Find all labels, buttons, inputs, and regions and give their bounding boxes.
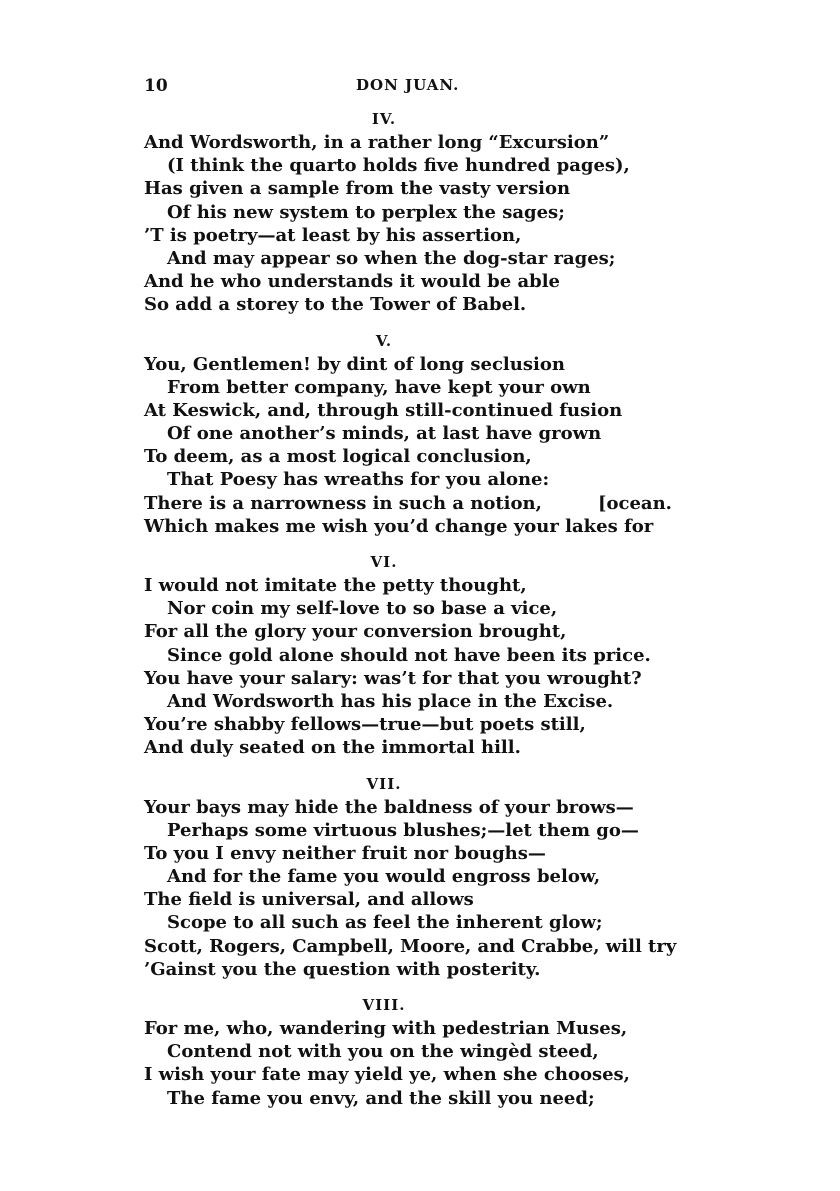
verse-line: Perhaps some virtuous blushes;—let them go— — [167, 819, 639, 841]
stanza-4 — [144, 108, 684, 317]
page-number: 10 — [144, 76, 168, 96]
running-title: DON JUAN. — [356, 76, 460, 94]
verse-line: That Poesy has wreaths for you alone: — [167, 469, 550, 491]
verse-line: Of one another’s minds, at last have grown — [167, 423, 602, 445]
stanza-6 — [144, 551, 684, 760]
verse-line: And may appear so when the dog-star rages; — [167, 247, 616, 269]
stanza-numeral: VI. — [370, 553, 398, 571]
verse-line: Contend not with you on the wingèd steed, — [167, 1041, 599, 1063]
stanza-numeral: VIII. — [362, 996, 406, 1014]
verse-line: You have your salary: was’t for that you wrought? — [144, 667, 642, 689]
verse-line: For me, who, wandering with pedestrian Muses, — [144, 1018, 628, 1039]
stanza-numeral: IV. — [371, 110, 397, 128]
verse-line: I would not imitate the petty thought, — [144, 575, 527, 596]
verse-line: ’Gainst you the question with posterity. — [144, 958, 541, 980]
verse-line: Has given a sample from the vasty version — [144, 178, 571, 200]
verse-line: The field is universal, and allows — [144, 889, 474, 911]
verse-line: For all the glory your conversion brought, — [144, 621, 567, 643]
stanza-5 — [144, 330, 684, 539]
overflow-word: [ocean. — [598, 492, 672, 514]
verse-line: And he who understands it would be able — [144, 271, 560, 293]
verse-line: Of his new system to perplex the sages; — [167, 201, 565, 223]
verse-line-with-overflow — [144, 492, 684, 515]
verse-line: Your bays may hide the baldness of your brows— — [144, 796, 634, 818]
verse-line: Nor coin my self-love to so base a vice, — [167, 598, 558, 620]
verse-line: From better company, have kept your own — [167, 376, 591, 398]
verse-line: And Wordsworth, in a rather long “Excursion” — [144, 132, 610, 153]
page-header — [144, 76, 664, 100]
verse-line: The fame you envy, and the skill you need; — [167, 1087, 595, 1109]
verse-line: At Keswick, and, through still-continued fusion — [144, 399, 623, 421]
verse-line: You’re shabby fellows—true—but poets still, — [144, 714, 586, 736]
stanza-7 — [144, 773, 684, 982]
verse-line: To deem, as a most logical conclusion, — [144, 446, 532, 468]
stanza-numeral: V. — [375, 331, 393, 350]
verse-line-text: There is a narrowness in such a notion, — [144, 492, 542, 514]
poem-body — [144, 108, 684, 1123]
verse-line: ’T is poetry—at least by his assertion, — [144, 224, 522, 246]
verse-line: Scott, Rogers, Campbell, Moore, and Crabbe, will try — [144, 935, 677, 957]
verse-line: You, Gentlemen! by dint of long seclusion — [144, 353, 565, 375]
stanza-8 — [144, 994, 684, 1110]
verse-line: To you I envy neither fruit nor boughs— — [144, 842, 546, 864]
verse-line: And Wordsworth has his place in the Excise. — [167, 690, 614, 712]
verse-line: Since gold alone should not have been its price. — [167, 644, 651, 666]
verse-line: (I think the quarto holds five hundred pages), — [167, 155, 630, 177]
verse-line: And for the fame you would engross below, — [167, 866, 601, 888]
verse-line: So add a storey to the Tower of Babel. — [144, 294, 527, 316]
stanza-numeral: VII. — [366, 774, 402, 793]
verse-line: And duly seated on the immortal hill. — [144, 737, 521, 759]
verse-line: Which makes me wish you’d change your lakes for — [144, 515, 654, 537]
verse-line: Scope to all such as feel the inherent glow; — [167, 912, 603, 934]
verse-line: I wish your fate may yield ye, when she chooses, — [144, 1064, 630, 1086]
